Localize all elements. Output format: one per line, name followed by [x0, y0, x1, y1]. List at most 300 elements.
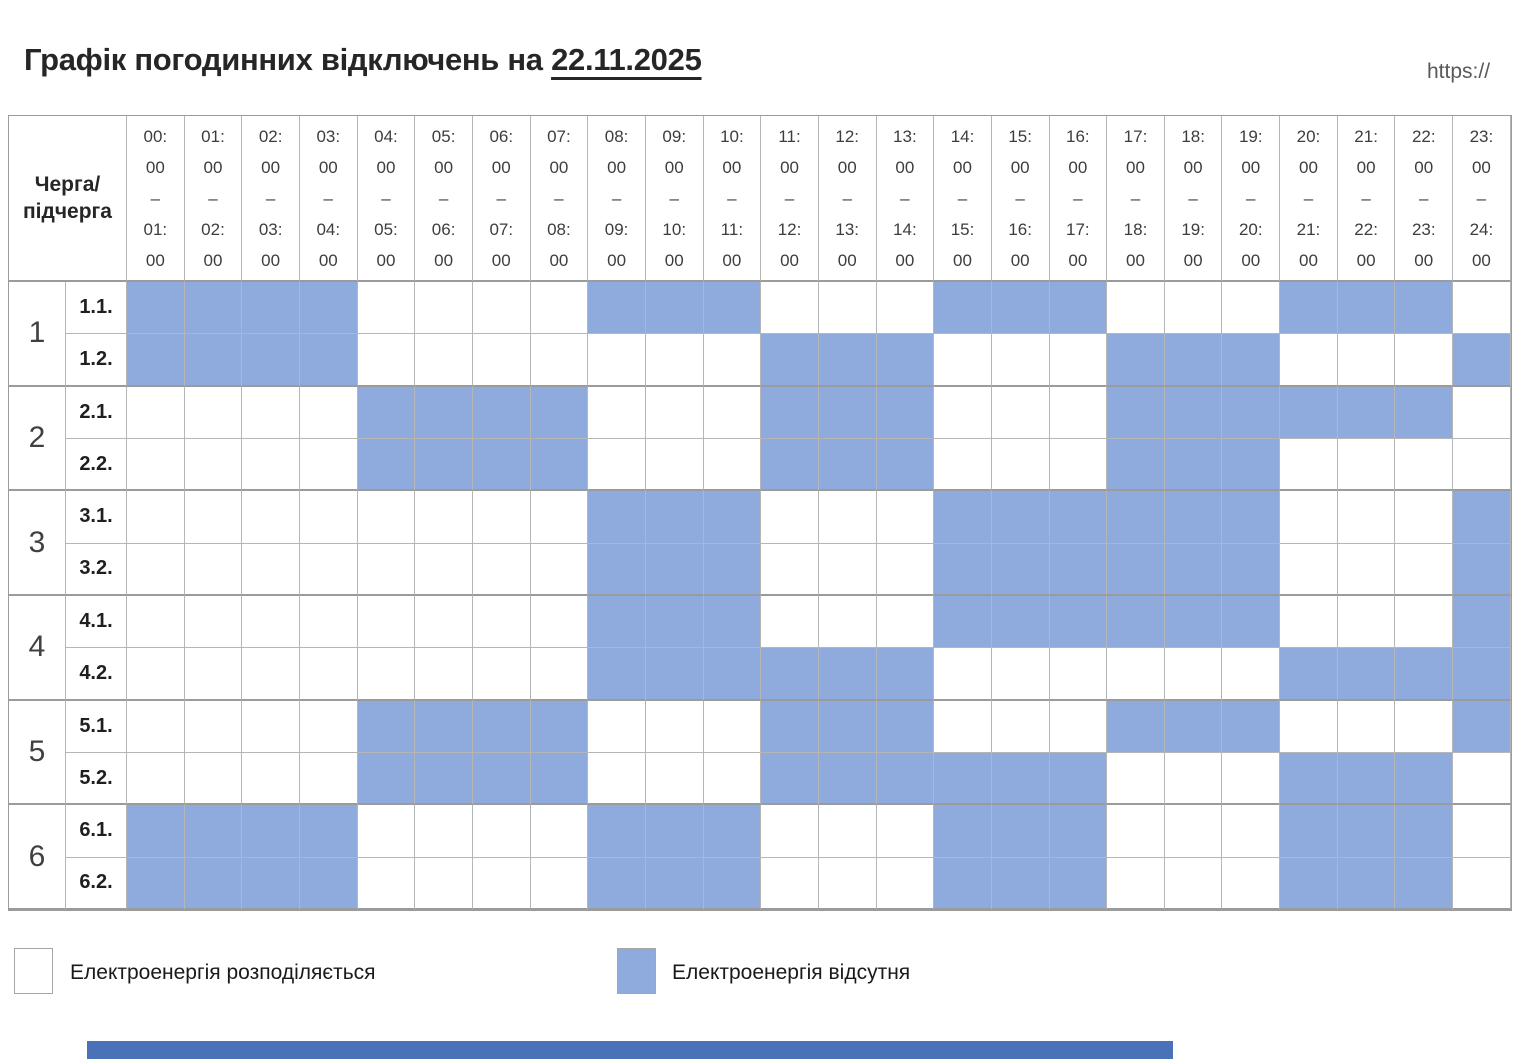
schedule-cell	[1050, 387, 1108, 439]
schedule-cell	[185, 596, 243, 648]
schedule-cell	[358, 544, 416, 596]
subqueue-label: 3.1.	[66, 491, 127, 543]
schedule-cell	[473, 282, 531, 334]
schedule-cell	[1222, 282, 1280, 334]
schedule-cell	[704, 544, 762, 596]
schedule-cell	[415, 596, 473, 648]
schedule-cell	[1222, 753, 1280, 805]
schedule-cell	[992, 439, 1050, 491]
schedule-cell	[185, 701, 243, 753]
schedule-cell	[819, 648, 877, 700]
schedule-cell	[1395, 439, 1453, 491]
schedule-cell	[646, 491, 704, 543]
schedule-cell	[300, 387, 358, 439]
schedule-cell	[1395, 544, 1453, 596]
page-title	[24, 42, 702, 78]
schedule-cell	[588, 805, 646, 857]
schedule-cell	[1338, 805, 1396, 857]
schedule-cell	[761, 648, 819, 700]
page-title-text: Графік погодинних відключень на	[24, 42, 552, 77]
schedule-cell	[646, 753, 704, 805]
schedule-cell	[1453, 805, 1511, 857]
schedule-cell	[127, 387, 185, 439]
schedule-cell	[185, 544, 243, 596]
schedule-cell	[1280, 701, 1338, 753]
hour-header: 04: 00 – 05: 00	[358, 116, 416, 282]
schedule-cell	[877, 805, 935, 857]
schedule-cell	[934, 491, 992, 543]
schedule-cell	[1050, 648, 1108, 700]
schedule-cell	[588, 753, 646, 805]
schedule-cell	[415, 753, 473, 805]
subqueue-label: 2.1.	[66, 387, 127, 439]
schedule-cell	[185, 753, 243, 805]
hour-header: 09: 00 – 10: 00	[646, 116, 704, 282]
schedule-cell	[934, 387, 992, 439]
queue-number: 4	[9, 596, 66, 701]
schedule-cell	[761, 805, 819, 857]
schedule-cell	[877, 439, 935, 491]
schedule-cell	[473, 491, 531, 543]
schedule-cell	[1395, 596, 1453, 648]
schedule-cell	[704, 858, 762, 910]
schedule-cell	[127, 544, 185, 596]
schedule-cell	[934, 753, 992, 805]
schedule-cell	[1280, 439, 1338, 491]
schedule-cell	[531, 805, 589, 857]
schedule-cell	[415, 334, 473, 386]
hour-header: 23: 00 – 24: 00	[1453, 116, 1511, 282]
schedule-cell	[1453, 334, 1511, 386]
subqueue-label: 6.1.	[66, 805, 127, 857]
schedule-cell	[877, 282, 935, 334]
schedule-cell	[1395, 387, 1453, 439]
schedule-cell	[1107, 282, 1165, 334]
subqueue-label: 1.2.	[66, 334, 127, 386]
schedule-cell	[358, 491, 416, 543]
schedule-cell	[704, 439, 762, 491]
schedule-cell	[1395, 282, 1453, 334]
schedule-cell	[358, 439, 416, 491]
schedule-cell	[992, 282, 1050, 334]
hour-header: 19: 00 – 20: 00	[1222, 116, 1280, 282]
schedule-table	[8, 115, 1512, 911]
schedule-cell	[415, 858, 473, 910]
schedule-cell	[1050, 753, 1108, 805]
schedule-cell	[415, 701, 473, 753]
schedule-cell	[127, 596, 185, 648]
schedule-cell	[242, 387, 300, 439]
schedule-cell	[819, 334, 877, 386]
schedule-cell	[1453, 439, 1511, 491]
schedule-cell	[531, 648, 589, 700]
hour-header: 15: 00 – 16: 00	[992, 116, 1050, 282]
schedule-cell	[1165, 387, 1223, 439]
hour-header: 16: 00 – 17: 00	[1050, 116, 1108, 282]
schedule-cell	[473, 648, 531, 700]
schedule-cell	[242, 596, 300, 648]
schedule-cell	[242, 701, 300, 753]
schedule-cell	[1165, 858, 1223, 910]
schedule-cell	[1395, 648, 1453, 700]
schedule-cell	[1453, 544, 1511, 596]
schedule-cell	[1338, 596, 1396, 648]
schedule-cell	[531, 334, 589, 386]
schedule-cell	[1280, 282, 1338, 334]
schedule-cell	[1222, 858, 1280, 910]
schedule-cell	[1338, 491, 1396, 543]
schedule-cell	[704, 701, 762, 753]
schedule-cell	[934, 334, 992, 386]
hour-header: 06: 00 – 07: 00	[473, 116, 531, 282]
schedule-cell	[415, 439, 473, 491]
schedule-cell	[1165, 648, 1223, 700]
schedule-cell	[934, 701, 992, 753]
schedule-cell	[1165, 596, 1223, 648]
schedule-cell	[185, 858, 243, 910]
schedule-cell	[704, 334, 762, 386]
schedule-cell	[127, 648, 185, 700]
schedule-cell	[358, 387, 416, 439]
hour-header: 22: 00 – 23: 00	[1395, 116, 1453, 282]
schedule-cell	[185, 387, 243, 439]
schedule-cell	[1280, 805, 1338, 857]
schedule-cell	[646, 701, 704, 753]
schedule-cell	[877, 753, 935, 805]
schedule-cell	[1165, 701, 1223, 753]
subqueue-label: 6.2.	[66, 858, 127, 910]
hour-header: 07: 00 – 08: 00	[531, 116, 589, 282]
subqueue-label: 1.1.	[66, 282, 127, 334]
schedule-cell	[819, 544, 877, 596]
schedule-cell	[473, 596, 531, 648]
subqueue-label: 4.2.	[66, 648, 127, 700]
schedule-cell	[127, 439, 185, 491]
schedule-cell	[761, 491, 819, 543]
schedule-cell	[588, 701, 646, 753]
schedule-cell	[704, 596, 762, 648]
schedule-cell	[1222, 701, 1280, 753]
schedule-cell	[819, 491, 877, 543]
schedule-cell	[646, 439, 704, 491]
schedule-cell	[242, 282, 300, 334]
schedule-cell	[588, 596, 646, 648]
schedule-cell	[992, 491, 1050, 543]
schedule-cell	[704, 491, 762, 543]
schedule-cell	[934, 439, 992, 491]
schedule-cell	[588, 439, 646, 491]
schedule-cell	[242, 858, 300, 910]
schedule-cell	[819, 387, 877, 439]
schedule-cell	[819, 701, 877, 753]
schedule-cell	[1165, 805, 1223, 857]
schedule-cell	[242, 648, 300, 700]
queue-number: 1	[9, 282, 66, 387]
schedule-cell	[1107, 753, 1165, 805]
schedule-cell	[1222, 439, 1280, 491]
schedule-cell	[646, 334, 704, 386]
schedule-cell	[1395, 334, 1453, 386]
schedule-cell	[934, 282, 992, 334]
schedule-cell	[1453, 753, 1511, 805]
schedule-cell	[473, 701, 531, 753]
schedule-cell	[1453, 648, 1511, 700]
queue-number: 6	[9, 805, 66, 910]
subqueue-label: 4.1.	[66, 596, 127, 648]
schedule-cell	[992, 701, 1050, 753]
schedule-cell	[300, 701, 358, 753]
url-watermark: https://	[1427, 60, 1491, 83]
schedule-cell	[473, 387, 531, 439]
schedule-cell	[1280, 596, 1338, 648]
schedule-cell	[358, 805, 416, 857]
schedule-cell	[1222, 596, 1280, 648]
schedule-cell	[761, 334, 819, 386]
hour-header: 10: 00 – 11: 00	[704, 116, 762, 282]
schedule-cell	[1338, 544, 1396, 596]
schedule-cell	[300, 858, 358, 910]
schedule-cell	[761, 439, 819, 491]
schedule-cell	[992, 387, 1050, 439]
schedule-cell	[1453, 701, 1511, 753]
schedule-cell	[588, 387, 646, 439]
hour-header: 08: 00 – 09: 00	[588, 116, 646, 282]
schedule-cell	[588, 858, 646, 910]
hour-header: 03: 00 – 04: 00	[300, 116, 358, 282]
schedule-cell	[1107, 387, 1165, 439]
schedule-cell	[1338, 334, 1396, 386]
schedule-cell	[646, 858, 704, 910]
schedule-cell	[1107, 701, 1165, 753]
schedule-cell	[1338, 282, 1396, 334]
corner-header: Черга/ підчерга	[9, 116, 127, 282]
schedule-cell	[761, 387, 819, 439]
schedule-cell	[300, 596, 358, 648]
schedule-cell	[1453, 282, 1511, 334]
schedule-cell	[300, 334, 358, 386]
schedule-cell	[127, 282, 185, 334]
schedule-cell	[992, 334, 1050, 386]
schedule-cell	[1222, 491, 1280, 543]
schedule-cell	[819, 596, 877, 648]
schedule-cell	[1107, 648, 1165, 700]
schedule-cell	[473, 753, 531, 805]
schedule-cell	[819, 858, 877, 910]
schedule-cell	[1165, 753, 1223, 805]
schedule-cell	[358, 701, 416, 753]
schedule-cell	[877, 544, 935, 596]
schedule-cell	[1050, 491, 1108, 543]
schedule-cell	[992, 805, 1050, 857]
schedule-cell	[358, 858, 416, 910]
schedule-cell	[992, 648, 1050, 700]
schedule-cell	[1165, 491, 1223, 543]
schedule-cell	[992, 544, 1050, 596]
hour-header: 17: 00 – 18: 00	[1107, 116, 1165, 282]
schedule-cell	[761, 701, 819, 753]
schedule-cell	[1165, 544, 1223, 596]
schedule-cell	[1050, 544, 1108, 596]
schedule-cell	[588, 491, 646, 543]
schedule-cell	[1338, 753, 1396, 805]
schedule-cell	[185, 805, 243, 857]
legend-swatch-power-off	[617, 948, 656, 994]
schedule-cell	[531, 858, 589, 910]
hour-header: 12: 00 – 13: 00	[819, 116, 877, 282]
hour-header: 20: 00 – 21: 00	[1280, 116, 1338, 282]
subqueue-label: 5.2.	[66, 753, 127, 805]
schedule-cell	[588, 282, 646, 334]
schedule-cell	[242, 439, 300, 491]
schedule-cell	[761, 282, 819, 334]
schedule-cell	[415, 387, 473, 439]
schedule-cell	[646, 544, 704, 596]
hour-header: 05: 00 – 06: 00	[415, 116, 473, 282]
schedule-cell	[300, 805, 358, 857]
schedule-cell	[877, 596, 935, 648]
schedule-cell	[646, 387, 704, 439]
schedule-cell	[531, 387, 589, 439]
schedule-cell	[242, 544, 300, 596]
schedule-cell	[819, 753, 877, 805]
schedule-cell	[1338, 387, 1396, 439]
schedule-cell	[531, 701, 589, 753]
schedule-cell	[473, 858, 531, 910]
schedule-cell	[877, 648, 935, 700]
schedule-date: 22.11.2025	[551, 42, 702, 77]
legend-label-power-on: Електроенергія розподіляється	[70, 961, 376, 984]
schedule-cell	[761, 753, 819, 805]
schedule-cell	[1395, 805, 1453, 857]
schedule-cell	[185, 439, 243, 491]
schedule-cell	[473, 805, 531, 857]
schedule-cell	[1338, 701, 1396, 753]
schedule-cell	[358, 753, 416, 805]
schedule-cell	[1453, 858, 1511, 910]
schedule-cell	[1107, 544, 1165, 596]
schedule-cell	[761, 858, 819, 910]
schedule-cell	[1395, 491, 1453, 543]
schedule-cell	[531, 596, 589, 648]
schedule-cell	[1107, 596, 1165, 648]
schedule-cell	[1453, 491, 1511, 543]
hour-header: 21: 00 – 22: 00	[1338, 116, 1396, 282]
schedule-cell	[358, 596, 416, 648]
schedule-cell	[358, 334, 416, 386]
schedule-cell	[1395, 858, 1453, 910]
schedule-cell	[1280, 858, 1338, 910]
schedule-cell	[934, 858, 992, 910]
schedule-cell	[531, 282, 589, 334]
schedule-cell	[127, 858, 185, 910]
schedule-cell	[877, 701, 935, 753]
schedule-cell	[761, 544, 819, 596]
schedule-cell	[992, 596, 1050, 648]
schedule-cell	[1280, 491, 1338, 543]
schedule-cell	[127, 753, 185, 805]
schedule-cell	[1222, 387, 1280, 439]
schedule-cell	[1453, 596, 1511, 648]
schedule-cell	[646, 596, 704, 648]
schedule-cell	[992, 753, 1050, 805]
schedule-cell	[704, 753, 762, 805]
schedule-cell	[300, 282, 358, 334]
schedule-cell	[588, 648, 646, 700]
schedule-cell	[127, 805, 185, 857]
schedule-cell	[531, 439, 589, 491]
schedule-cell	[415, 805, 473, 857]
schedule-cell	[704, 805, 762, 857]
schedule-cell	[1222, 334, 1280, 386]
bottom-bar	[87, 1041, 1173, 1059]
queue-number: 2	[9, 387, 66, 492]
queue-number: 5	[9, 701, 66, 806]
schedule-cell	[1107, 439, 1165, 491]
hour-header: 02: 00 – 03: 00	[242, 116, 300, 282]
schedule-cell	[1050, 596, 1108, 648]
schedule-cell	[877, 858, 935, 910]
schedule-cell	[819, 439, 877, 491]
schedule-cell	[1280, 753, 1338, 805]
schedule-cell	[1338, 858, 1396, 910]
schedule-cell	[300, 491, 358, 543]
schedule-cell	[415, 282, 473, 334]
legend-label-power-off: Електроенергія відсутня	[672, 961, 911, 984]
schedule-cell	[704, 387, 762, 439]
schedule-cell	[300, 648, 358, 700]
schedule-cell	[1050, 282, 1108, 334]
schedule-cell	[1165, 439, 1223, 491]
schedule-cell	[1280, 544, 1338, 596]
hour-header: 18: 00 – 19: 00	[1165, 116, 1223, 282]
schedule-cell	[185, 334, 243, 386]
schedule-cell	[1107, 858, 1165, 910]
schedule-cell	[1165, 334, 1223, 386]
schedule-cell	[300, 753, 358, 805]
schedule-cell	[242, 334, 300, 386]
subqueue-label: 5.1.	[66, 701, 127, 753]
subqueue-label: 2.2.	[66, 439, 127, 491]
schedule-cell	[761, 596, 819, 648]
schedule-cell	[415, 491, 473, 543]
schedule-cell	[1222, 648, 1280, 700]
schedule-cell	[646, 648, 704, 700]
schedule-cell	[531, 491, 589, 543]
schedule-cell	[531, 544, 589, 596]
schedule-cell	[415, 648, 473, 700]
schedule-cell	[127, 701, 185, 753]
schedule-cell	[819, 282, 877, 334]
schedule-cell	[1338, 648, 1396, 700]
schedule-cell	[415, 544, 473, 596]
schedule-cell	[1222, 805, 1280, 857]
schedule-cell	[934, 596, 992, 648]
schedule-cell	[1395, 701, 1453, 753]
schedule-cell	[1280, 334, 1338, 386]
schedule-cell	[1222, 544, 1280, 596]
hour-header: 11: 00 – 12: 00	[761, 116, 819, 282]
queue-number: 3	[9, 491, 66, 596]
schedule-cell	[1453, 387, 1511, 439]
schedule-cell	[358, 648, 416, 700]
schedule-cell	[242, 753, 300, 805]
schedule-cell	[1107, 805, 1165, 857]
schedule-cell	[588, 334, 646, 386]
schedule-cell	[1395, 753, 1453, 805]
schedule-cell	[185, 648, 243, 700]
schedule-cell	[877, 387, 935, 439]
schedule-cell	[242, 491, 300, 543]
